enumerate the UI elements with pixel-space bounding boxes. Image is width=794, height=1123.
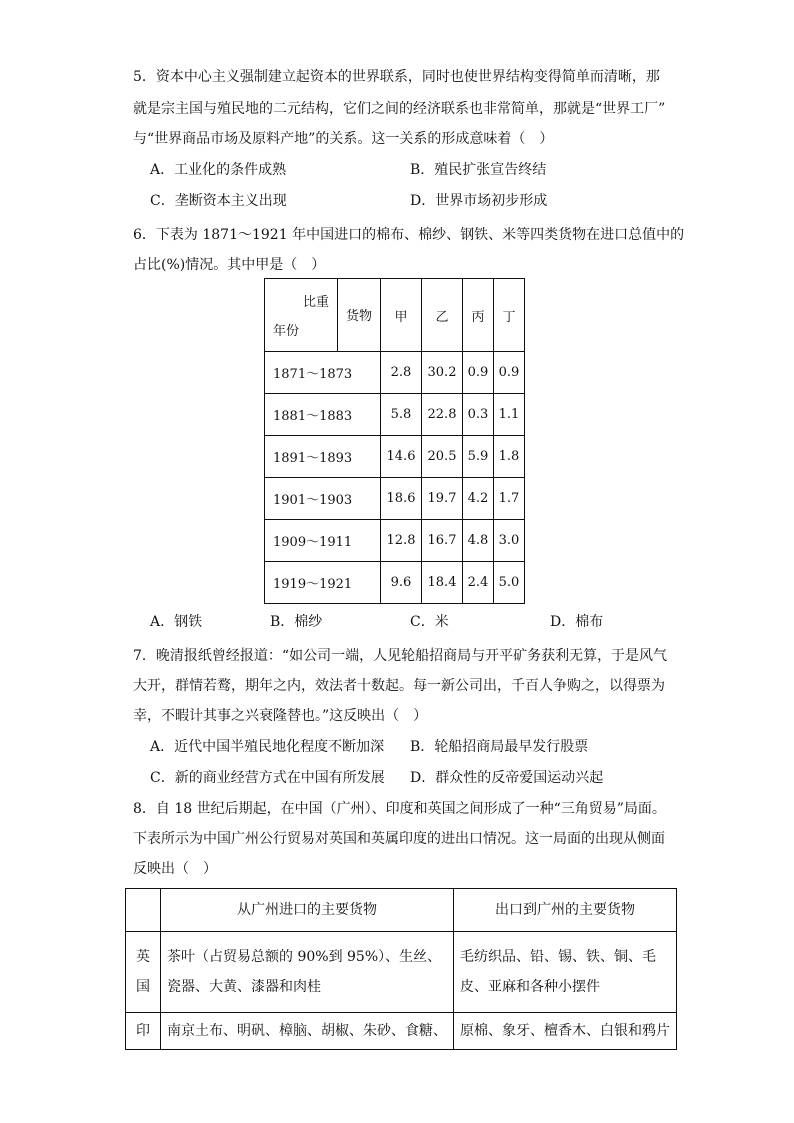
table-row [126,1013,677,1050]
q6-option-b[interactable]: B．棉纱 [270,614,323,630]
header-cell: 甲 [381,279,422,352]
value-cell: 4.2 [463,478,494,520]
year-cell: 1871～1873 [265,352,381,394]
value-cell: 14.6 [381,436,422,478]
value-cell: 20.5 [422,436,463,478]
value-cell: 0.9 [463,352,494,394]
q5-option-b[interactable]: B．殖民扩张宣告终结 [410,162,547,178]
q6-option-d[interactable]: D．棉布 [550,614,604,630]
value-cell: 22.8 [422,394,463,436]
value-cell: 5.8 [381,394,422,436]
q7-option-a[interactable]: A．近代中国半殖民地化程度不断加深 [150,739,385,755]
q8-line-1: 8．自 18 世纪后期起，在中国（广州）、印度和英国之间形成了一种“三角贸易”局面。 [133,801,666,817]
value-cell: 4.8 [463,520,494,562]
country-cell: 印 [126,1013,161,1050]
q5-line-1: 5．资本中心主义强制建立起资本的世界联系，同时也使世界结构变得简单而清晰，那 [133,69,660,85]
year-cell: 1919～1921 [265,562,381,604]
table-row [126,932,677,1013]
value-cell: 5.9 [463,436,494,478]
q5-option-a[interactable]: A．工业化的条件成熟 [150,162,287,178]
value-cell: 12.8 [381,520,422,562]
export-header: 出口到广州的主要货物 [454,889,677,932]
corner-bottom-label: 年份 [273,324,300,339]
table-row [265,436,525,478]
value-cell: 2.8 [381,352,422,394]
q6-option-a[interactable]: A．钢铁 [150,614,203,630]
q5-line-2: 就是宗主国与殖民地的二元结构，它们之间的经济联系也非常简单，那就是“世界工厂” [133,101,666,117]
import-goods-cell: 茶叶（占贸易总额的 90%到 95%）、生丝、瓷器、大黄、漆器和肉桂 [161,932,454,1013]
q7-option-d[interactable]: D．群众性的反帝爱国运动兴起 [410,770,604,786]
header-cell: 丙 [463,279,494,352]
header-cell: 乙 [422,279,463,352]
q7-line-1: 7．晚清报纸曾经报道：“如公司一端，人见轮船招商局与开平矿务获利无算，于是风气 [133,648,668,664]
table-header-row [126,889,677,932]
import-goods-cell: 南京土布、明矾、樟脑、胡椒、朱砂、食糖、 [161,1013,454,1050]
corner-cell [265,279,338,352]
q7-option-b[interactable]: B．轮船招商局最早发行股票 [410,739,589,755]
table-row [265,520,525,562]
year-cell: 1891～1893 [265,436,381,478]
q6-option-c[interactable]: C．米 [410,614,449,630]
header-cell: 丁 [494,279,525,352]
value-cell: 0.9 [494,352,525,394]
q5-line-3: 与“世界商品市场及原料产地”的关系。这一关系的形成意味着（ ） [133,131,554,147]
blank-header-cell [126,889,161,932]
value-cell: 19.7 [422,478,463,520]
year-cell: 1901～1903 [265,478,381,520]
import-header: 从广州进口的主要货物 [161,889,454,932]
value-cell: 1.8 [494,436,525,478]
value-cell: 5.0 [494,562,525,604]
q7-option-c[interactable]: C．新的商业经营方式在中国有所发展 [150,770,385,786]
value-cell: 3.0 [494,520,525,562]
q8-line-3: 反映出（ ） [133,861,217,877]
export-goods-cell: 毛纺织品、铅、锡、铁、铜、毛皮、亚麻和各种小摆件 [454,932,677,1013]
q6-line-2: 占比(%)情况。其中甲是（ ） [133,257,326,273]
goods-cell [338,279,381,352]
export-goods-cell: 原棉、象牙、檀香木、白银和鸦片 [454,1013,677,1050]
table-header-row [265,279,525,352]
q7-line-2: 大开，群情若鹜，期年之内，效法者十数起。每一新公司出，千百人争购之，以得票为 [133,678,665,694]
table-row [265,394,525,436]
year-cell: 1881～1883 [265,394,381,436]
value-cell: 2.4 [463,562,494,604]
value-cell: 18.4 [422,562,463,604]
corner-top-label: 比重 [302,295,329,310]
q5-option-c[interactable]: C．垄断资本主义出现 [150,193,287,209]
goods-label: 货物 [346,309,373,324]
value-cell: 9.6 [381,562,422,604]
value-cell: 0.3 [463,394,494,436]
value-cell: 30.2 [422,352,463,394]
table-row [265,562,525,604]
q6-line-1: 6．下表为 1871～1921 年中国进口的棉布、棉纱、钢铁、米等四类货物在进口总值中的 [133,227,685,243]
value-cell: 1.1 [494,394,525,436]
table-row [265,352,525,394]
table-row [265,478,525,520]
q5-option-d[interactable]: D．世界市场初步形成 [410,193,548,209]
value-cell: 16.7 [422,520,463,562]
import-share-table [264,278,525,604]
value-cell: 18.6 [381,478,422,520]
country-cell: 英国 [126,932,161,1013]
triangle-trade-table [125,888,677,1050]
year-cell: 1909～1911 [265,520,381,562]
q7-line-3: 幸，不暇计其事之兴衰隆替也。”这反映出（ ） [133,708,428,724]
q8-line-2: 下表所示为中国广州公行贸易对英国和英属印度的进出口情况。这一局面的出现从侧面 [133,831,665,847]
value-cell: 1.7 [494,478,525,520]
